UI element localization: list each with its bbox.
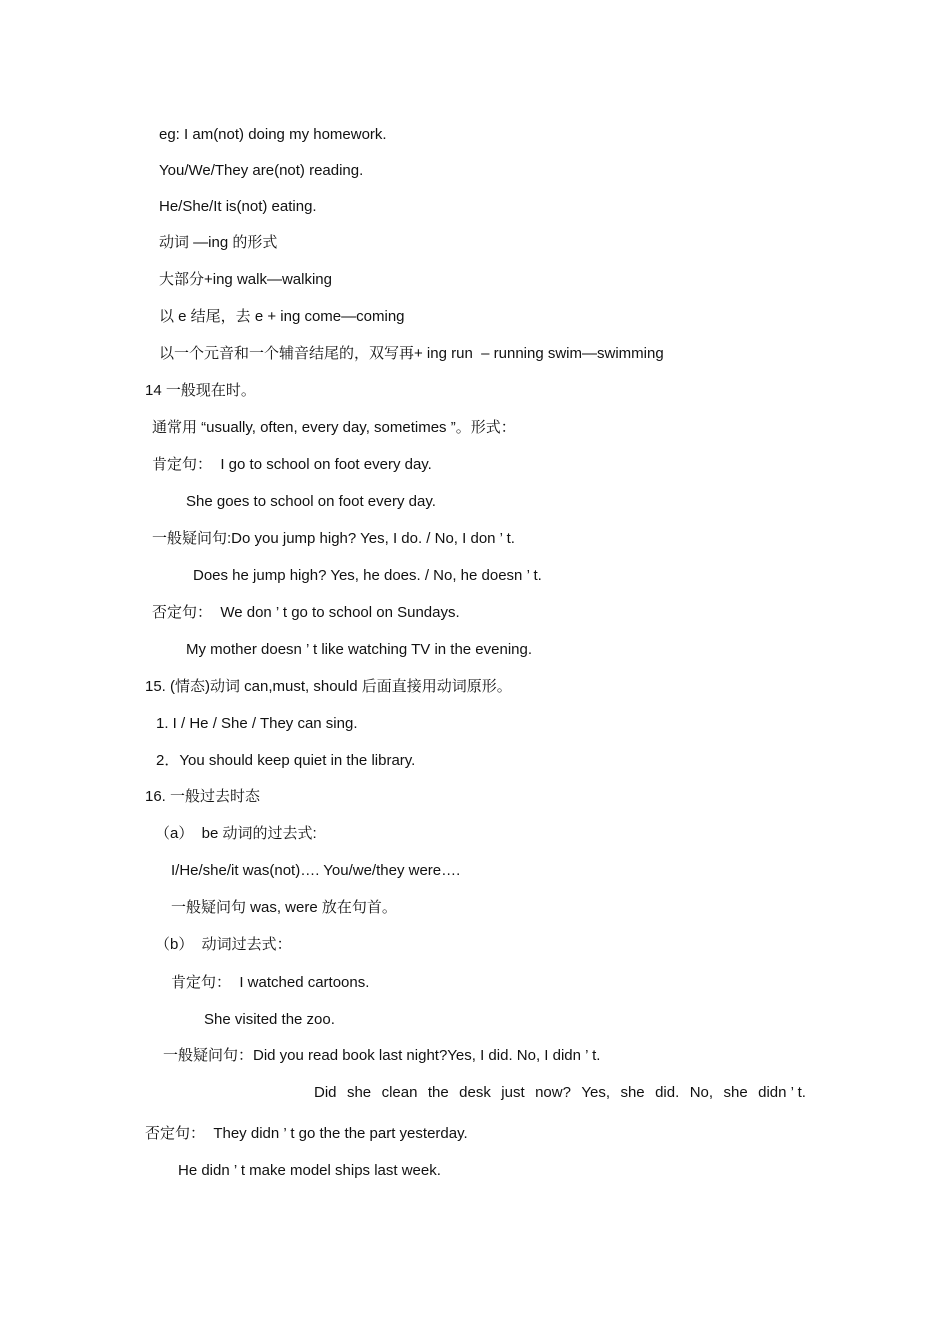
affirmative-line-1: 肯定句： I go to school on foot every day.: [152, 456, 432, 473]
ing-rule-1: 大部分+ing walk—walking: [159, 271, 332, 288]
be-past-heading: （a） be 动词的过去式:: [155, 825, 317, 842]
past-negative-1: 否定句： They didn ’ t go the the part yesterday.: [145, 1125, 468, 1142]
past-question-2-word: now?: [535, 1084, 571, 1101]
past-question-2-word: she: [620, 1084, 645, 1101]
verb-past-heading: （b） 动词过去式：: [155, 936, 292, 953]
past-negative-2: He didn ’ t make model ships last week.: [178, 1162, 441, 1179]
past-affirmative-2: She visited the zoo.: [204, 1011, 335, 1028]
ing-form-heading: 动词 —ing 的形式: [159, 234, 278, 251]
past-question-2-word: clean: [381, 1084, 418, 1101]
modal-example-1: 1. I / He / She / They can sing.: [156, 715, 358, 732]
present-simple-usage: 通常用 “usually, often, every day, sometimes ”。形式：: [152, 419, 516, 436]
be-past-forms: I/He/she/it was(not)…. You/we/they were….: [171, 862, 461, 879]
be-past-question-rule: 一般疑问句 was, were 放在句首。: [171, 899, 397, 916]
example-line-3: He/She/It is(not) eating.: [159, 198, 317, 215]
past-affirmative-1: 肯定句： I watched cartoons.: [171, 974, 370, 991]
question-line-1: 一般疑问句:Do you jump high? Yes, I do. / No, I don ’ t.: [152, 530, 515, 547]
modal-example-2: 2．You should keep quiet in the library.: [156, 752, 416, 769]
past-question-1: 一般疑问句：Did you read book last night?Yes, I did. No, I didn ’ t.: [163, 1047, 601, 1064]
ing-rule-2: 以 e 结尾，去 e + ing come—coming: [159, 308, 405, 325]
question-line-2: Does he jump high? Yes, he does. / No, he doesn ’ t.: [193, 567, 542, 584]
section-16-heading: 16. 一般过去时态: [145, 788, 261, 805]
past-question-2-word: just: [501, 1084, 525, 1101]
section-14-heading: 14 一般现在时。: [145, 382, 256, 399]
example-line-1: eg: I am(not) doing my homework.: [159, 126, 387, 143]
past-question-2-word: she: [723, 1084, 748, 1101]
past-question-2-word: Yes,: [581, 1084, 611, 1101]
negative-line-1: 否定句： We don ’ t go to school on Sundays.: [152, 604, 460, 621]
past-question-2: [314, 1083, 806, 1103]
section-15-heading: 15. (情态)动词 can,must, should 后面直接用动词原形。: [145, 678, 512, 695]
past-question-2-word: didn ’ t.: [758, 1084, 806, 1101]
past-question-2-word: Did: [314, 1084, 337, 1101]
past-question-2-word: did.: [655, 1084, 680, 1101]
example-line-2: You/We/They are(not) reading.: [159, 162, 364, 179]
ing-rule-3: 以一个元音和一个辅音结尾的，双写再+ ing run – running swim—swimming: [159, 345, 664, 362]
past-question-2-word: the: [427, 1084, 449, 1101]
affirmative-line-2: She goes to school on foot every day.: [186, 493, 436, 510]
past-question-2-word: desk: [459, 1084, 491, 1101]
past-question-2-word: she: [346, 1084, 372, 1101]
past-question-2-word: No,: [689, 1084, 714, 1101]
negative-line-2: My mother doesn ’ t like watching TV in the evening.: [186, 641, 533, 658]
